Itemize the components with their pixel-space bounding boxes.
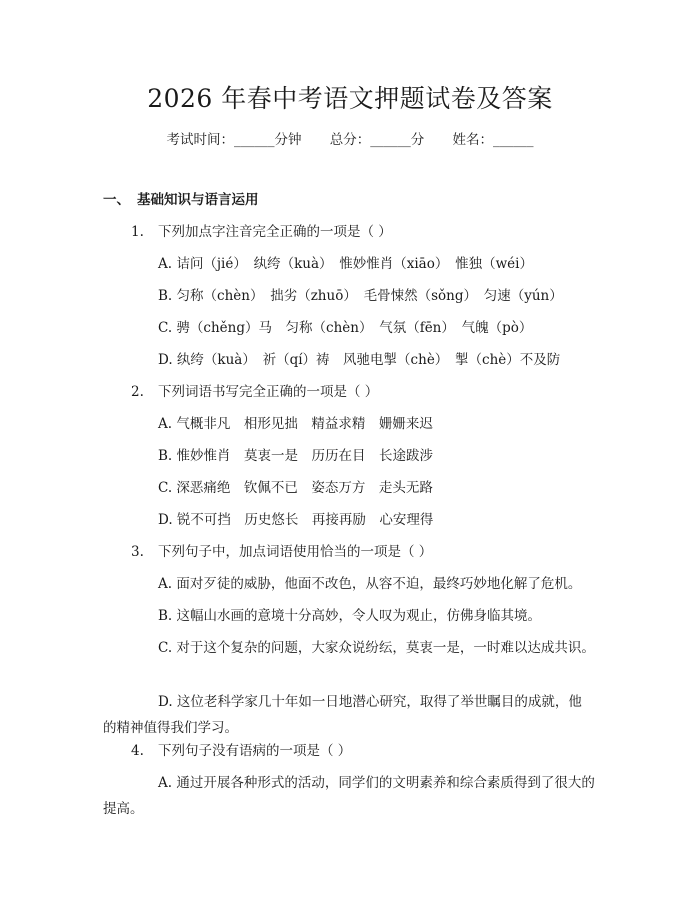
- section-number: 一、: [103, 192, 130, 208]
- option-4a: A. 通过开展各种形式的活动，同学们的文明素养和综合素质得到了很大的提高。: [103, 775, 595, 817]
- option-3a: A. 面对歹徒的威胁，他面不改色，从容不迫，最终巧妙地化解了危机。: [158, 576, 582, 592]
- question-number: 4.: [131, 743, 144, 759]
- option-3c: C. 对于这个复杂的问题，大家众说纷纭，莫衷一是，一时难以达成共识。: [158, 640, 595, 656]
- exam-info: [0, 130, 700, 150]
- section-title: 基础知识与语言运用: [137, 192, 259, 208]
- question-number: 3.: [131, 544, 144, 560]
- option-1c: C. 骋（chěng）马 匀称（chèn） 气氛（fēn） 气魄（pò）: [158, 320, 533, 336]
- question-number: 2.: [131, 384, 144, 400]
- option-3b: B. 这幅山水画的意境十分高妙，令人叹为观止，仿佛身临其境。: [158, 608, 542, 624]
- question-2: [131, 382, 378, 402]
- option-1a: A. 诘问（jié） 纨绔（kuà） 惟妙惟肖（xiāo） 惟独（wéi）: [158, 256, 533, 272]
- section-heading: [103, 190, 259, 210]
- option-1b: B. 匀称（chèn） 拙劣（zhuō） 毛骨悚然（sǒng） 匀速（yún）: [158, 288, 563, 304]
- question-3: [131, 542, 432, 562]
- question-stem: 下列句子没有语病的一项是（ ）: [158, 743, 352, 759]
- student-name: 姓名：______: [452, 132, 534, 148]
- page-title: 2026 年春中考语文押题试卷及答案: [147, 84, 553, 113]
- question-stem: 下列词语书写完全正确的一项是（ ）: [158, 384, 379, 400]
- option-2d: D. 锐不可挡 历史悠长 再接再励 心安理得: [158, 512, 434, 528]
- option-2a: A. 气概非凡 相形见拙 精益求精 姗姗来迟: [158, 416, 433, 432]
- question-stem: 下列句子中，加点词语使用恰当的一项是（ ）: [158, 544, 433, 560]
- option-3d: D. 这位老科学家几十年如一日地潜心研究，取得了举世瞩目的成就，他的精神值得我们学习。: [103, 694, 582, 736]
- exam-score: 总分：______分: [329, 132, 425, 148]
- option-1d: D. 纨绔（kuà） 祈（qí）祷 风驰电掣（chè） 掣（chè）不及防: [158, 352, 561, 368]
- question-stem: 下列加点字注音完全正确的一项是（ ）: [158, 224, 392, 240]
- option-2c: C. 深恶痛绝 钦佩不已 姿态万方 走头无路: [158, 480, 433, 496]
- question-number: 1.: [131, 224, 144, 240]
- question-4: [131, 741, 351, 761]
- option-2b: B. 惟妙惟肖 莫衷一是 历历在目 长途跋涉: [158, 448, 434, 464]
- exam-time: 考试时间：______分钟: [166, 132, 302, 148]
- question-1: [131, 222, 392, 242]
